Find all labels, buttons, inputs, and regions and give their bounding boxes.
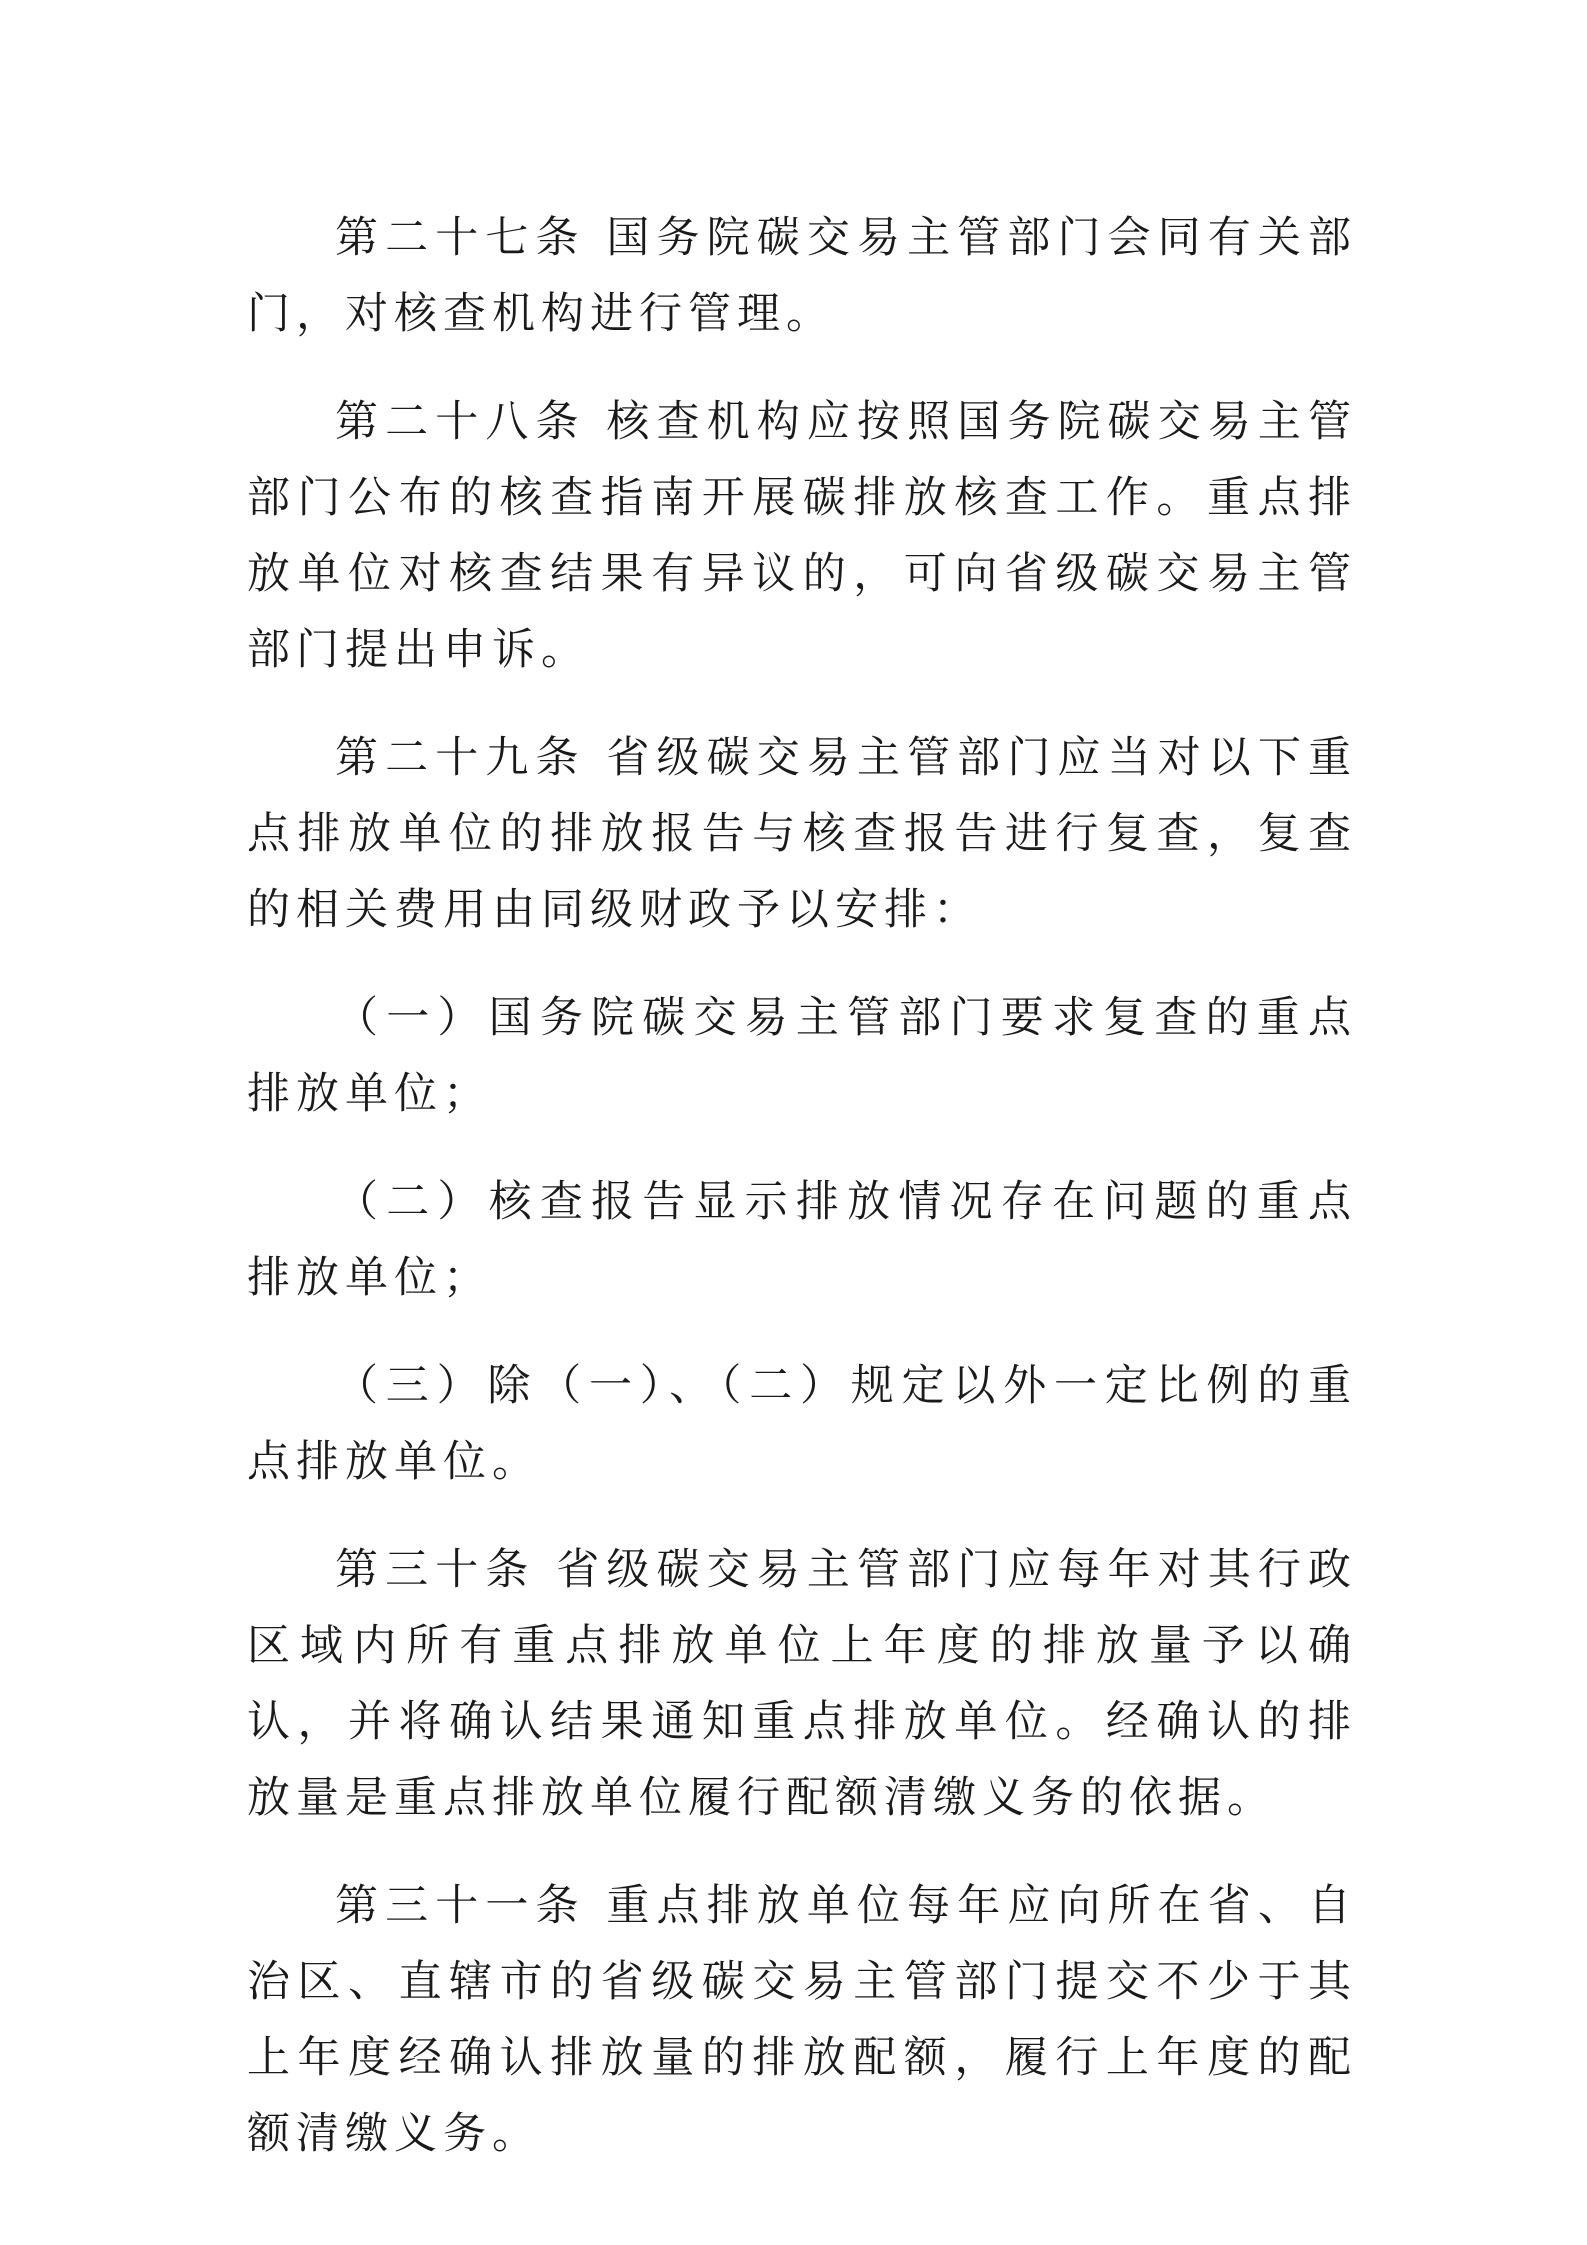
article-text: 省级碳交易主管部门应每年对其行政区域内所有重点排放单位上年度的排放量予以确认，并将确认结果通知重点排放单位。经确认的排放量是重点排放单位履行配额清缴义务的依据。 bbox=[247, 1545, 1358, 1823]
article-number: 第三十一条 bbox=[335, 1881, 586, 1931]
article-text: 核查机构应按照国务院碳交易主管部门公布的核查指南开展碳排放核查工作。重点排放单位对核查结果有异议的，可向省级碳交易主管部门提出申诉。 bbox=[247, 397, 1358, 675]
item-text: （三）除（一）、（二）规定以外一定比例的重点排放单位。 bbox=[247, 1361, 1357, 1487]
article-29-item-3 bbox=[247, 1348, 1357, 1500]
article-text: 省级碳交易主管部门应当对以下重点排放单位的排放报告与核查报告进行复查，复查的相关费用由同级财政予以安排： bbox=[247, 733, 1358, 935]
article-text: 国务院碳交易主管部门会同有关部门，对核查机构进行管理。 bbox=[247, 213, 1358, 339]
article-29 bbox=[247, 720, 1357, 948]
article-text: 重点排放单位每年应向所在省、自治区、直辖市的省级碳交易主管部门提交不少于其上年度经确认排放量的排放配额，履行上年度的配额清缴义务。 bbox=[247, 1881, 1358, 2159]
article-number: 第二十七条 bbox=[335, 213, 586, 263]
item-text: （二）核查报告显示排放情况存在问题的重点排放单位； bbox=[247, 1177, 1357, 1303]
article-30 bbox=[247, 1532, 1357, 1836]
document-body bbox=[247, 200, 1357, 2204]
article-27 bbox=[247, 200, 1357, 352]
item-text: （一）国务院碳交易主管部门要求复查的重点排放单位； bbox=[247, 993, 1357, 1119]
article-28 bbox=[247, 384, 1357, 688]
article-number: 第二十九条 bbox=[335, 733, 586, 783]
article-number: 第三十条 bbox=[335, 1545, 536, 1595]
article-29-item-2 bbox=[247, 1164, 1357, 1316]
article-number: 第二十八条 bbox=[335, 397, 586, 447]
article-29-item-1 bbox=[247, 980, 1357, 1132]
article-31 bbox=[247, 1868, 1357, 2172]
